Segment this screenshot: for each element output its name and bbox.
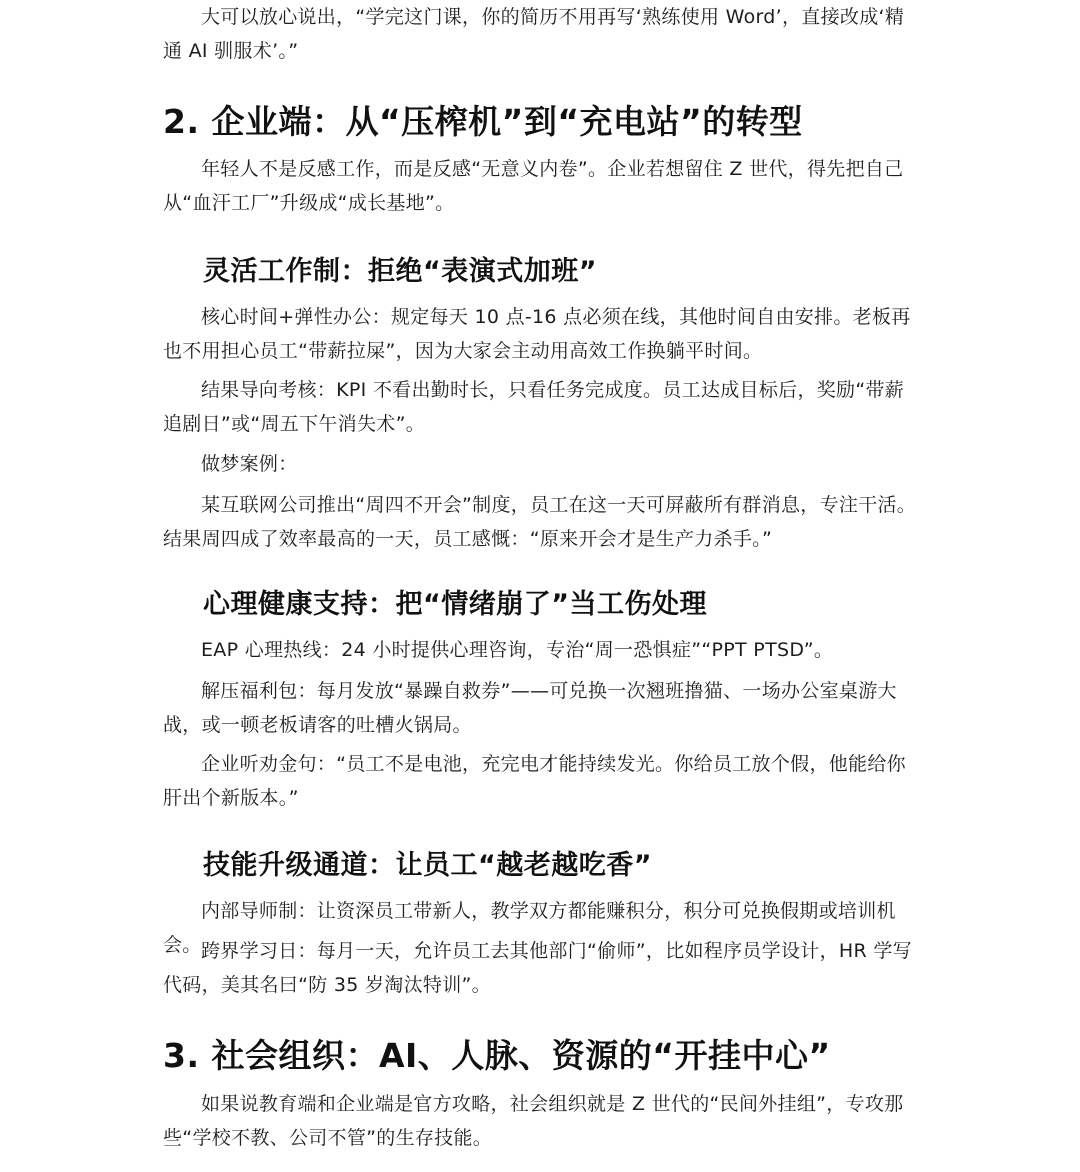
- flexible-work-heading: 灵活工作制：拒绝“表演式加班”: [203, 256, 597, 287]
- mental-health-heading: 心理健康支持：把“情绪崩了”当工伤处理: [203, 589, 707, 620]
- section-2-intro: 年轻人不是反感工作，而是反感“无意义内卷”。企业若想留住 Z 世代，得先把自己从“血汗工厂”升级成“成长基地”。: [163, 158, 904, 214]
- section-3-heading: 3. 社会组织：AI、人脉、资源的“开挂中心”: [163, 1036, 831, 1075]
- mentor-paragraph: 内部导师制：让资深员工带新人，教学双方都能赚积分，积分可兑换假期或培训机会。: [163, 900, 896, 956]
- golden-quote-paragraph: 企业听劝金句：“员工不是电池，充完电才能持续发光。你给员工放个假，他能给你肝出个新版本。”: [163, 753, 906, 809]
- case-paragraph: 某互联网公司推出“周四不开会”制度，员工在这一天可屏蔽所有群消息，专注干活。结果周四成了效率最高的一天，员工感慨：“原来开会才是生产力杀手。”: [163, 494, 917, 550]
- section-2-heading: 2. 企业端：从“压榨机”到“充电站”的转型: [163, 102, 803, 141]
- case-label: 做梦案例：: [201, 453, 298, 475]
- core-hours-paragraph: 核心时间+弹性办公：规定每天 10 点-16 点必须在线，其他时间自由安排。老板再也不用担心员工“带薪拉屎”，因为大家会主动用高效工作换躺平时间。: [163, 306, 911, 362]
- cross-learning-paragraph: 跨界学习日：每月一天，允许员工去其他部门“偷师”，比如程序员学设计，HR 学写代码，美其名曰“防 35 岁淘汰特训”。: [163, 940, 912, 996]
- eap-paragraph: EAP 心理热线：24 小时提供心理咨询，专治“周一恐惧症”“PPT PTSD”。: [201, 639, 834, 661]
- result-oriented-paragraph: 结果导向考核：KPI 不看出勤时长，只看任务完成度。员工达成目标后，奖励“带薪追剧日”或“周五下午消失术”。: [163, 379, 905, 435]
- intro-paragraph: 大可以放心说出，“学完这门课，你的简历不用再写‘熟练使用 Word’，直接改成‘精通 AI 驯服术’。”: [163, 6, 905, 62]
- relief-pack-paragraph: 解压福利包：每月发放“暴躁自救券”——可兑换一次翘班撸猫、一场办公室桌游大战，或一顿老板请客的吐槽火锅局。: [163, 680, 897, 736]
- section-3-intro: 如果说教育端和企业端是官方攻略，社会组织就是 Z 世代的“民间外挂组”，专攻那些“学校不教、公司不管”的生存技能。: [163, 1093, 904, 1149]
- skill-upgrade-heading: 技能升级通道：让员工“越老越吃香”: [203, 850, 652, 881]
